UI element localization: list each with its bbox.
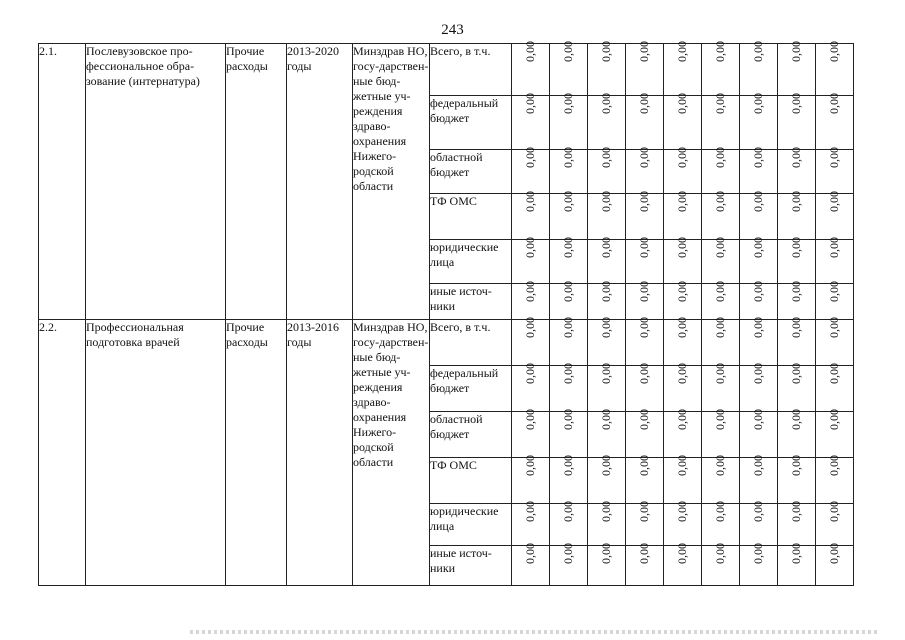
amount-value: 0,00	[751, 543, 765, 564]
amount-value: 0,00	[713, 543, 727, 564]
amount-value: 0,00	[827, 281, 841, 302]
amount-value: 0,00	[789, 501, 803, 522]
amount-cell	[778, 191, 816, 240]
amount-cell	[512, 455, 550, 504]
amount-cell	[740, 317, 778, 366]
amount-cell	[588, 237, 626, 284]
amount-value: 0,00	[561, 409, 575, 430]
amount-value: 0,00	[523, 191, 537, 212]
amount-cell	[740, 237, 778, 284]
amount-value: 0,00	[675, 147, 689, 168]
amount-cell	[588, 455, 626, 504]
amount-cell	[588, 281, 626, 320]
amount-cell	[702, 543, 740, 586]
budget-table-body	[39, 41, 854, 586]
amount-value: 0,00	[713, 41, 727, 62]
amount-value: 0,00	[675, 543, 689, 564]
row-number: 2.1.	[39, 44, 86, 320]
amount-cell	[740, 501, 778, 546]
amount-value: 0,00	[789, 237, 803, 258]
amount-cell	[664, 237, 702, 284]
amount-value: 0,00	[827, 455, 841, 476]
amount-value: 0,00	[713, 409, 727, 430]
amount-cell	[512, 409, 550, 458]
amount-value: 0,00	[789, 363, 803, 384]
amount-value: 0,00	[599, 41, 613, 62]
amount-cell	[588, 363, 626, 412]
amount-value: 0,00	[713, 363, 727, 384]
amount-value: 0,00	[523, 147, 537, 168]
amount-value: 0,00	[675, 317, 689, 338]
amount-value: 0,00	[827, 317, 841, 338]
amount-cell	[626, 237, 664, 284]
amount-cell	[664, 455, 702, 504]
amount-cell	[778, 543, 816, 586]
amount-value: 0,00	[675, 363, 689, 384]
amount-cell	[588, 409, 626, 458]
amount-value: 0,00	[675, 237, 689, 258]
amount-value: 0,00	[523, 363, 537, 384]
amount-value: 0,00	[675, 191, 689, 212]
amount-cell	[588, 191, 626, 240]
amount-value: 0,00	[713, 93, 727, 114]
amount-value: 0,00	[637, 147, 651, 168]
budget-table	[38, 43, 854, 586]
amount-cell	[550, 455, 588, 504]
amount-value: 0,00	[827, 409, 841, 430]
amount-value: 0,00	[637, 543, 651, 564]
amount-cell	[512, 317, 550, 366]
amount-value: 0,00	[713, 455, 727, 476]
amount-cell	[740, 455, 778, 504]
amount-cell	[816, 237, 854, 284]
amount-value: 0,00	[789, 93, 803, 114]
amount-value: 0,00	[637, 93, 651, 114]
amount-cell	[588, 93, 626, 150]
amount-value: 0,00	[713, 501, 727, 522]
amount-value: 0,00	[713, 281, 727, 302]
amount-value: 0,00	[561, 543, 575, 564]
amount-cell	[702, 191, 740, 240]
amount-cell	[512, 501, 550, 546]
amount-cell	[550, 147, 588, 194]
amount-cell	[702, 409, 740, 458]
funding-source: федеральный бюджет	[430, 96, 512, 150]
amount-value: 0,00	[789, 281, 803, 302]
amount-cell	[816, 363, 854, 412]
amount-cell	[702, 317, 740, 366]
amount-cell	[816, 41, 854, 96]
amount-value: 0,00	[599, 191, 613, 212]
amount-value: 0,00	[523, 237, 537, 258]
amount-value: 0,00	[561, 317, 575, 338]
amount-value: 0,00	[599, 147, 613, 168]
amount-value: 0,00	[561, 501, 575, 522]
funding-source: Всего, в т.ч.	[430, 320, 512, 366]
amount-cell	[550, 41, 588, 96]
amount-cell	[778, 147, 816, 194]
page-number: 243	[441, 22, 464, 38]
amount-value: 0,00	[675, 501, 689, 522]
amount-cell	[512, 147, 550, 194]
table-row	[39, 44, 854, 96]
amount-value: 0,00	[599, 455, 613, 476]
amount-cell	[816, 147, 854, 194]
funding-source: иные источ-ники	[430, 546, 512, 586]
amount-cell	[626, 363, 664, 412]
amount-cell	[512, 41, 550, 96]
amount-cell	[664, 147, 702, 194]
amount-value: 0,00	[789, 317, 803, 338]
amount-cell	[702, 93, 740, 150]
amount-cell	[778, 409, 816, 458]
amount-cell	[512, 281, 550, 320]
funding-source: Всего, в т.ч.	[430, 44, 512, 96]
amount-value: 0,00	[523, 501, 537, 522]
amount-cell	[816, 409, 854, 458]
amount-value: 0,00	[751, 363, 765, 384]
amount-cell	[740, 543, 778, 586]
amount-value: 0,00	[637, 41, 651, 62]
amount-cell	[816, 93, 854, 150]
table-row	[39, 320, 854, 366]
amount-cell	[626, 501, 664, 546]
amount-cell	[626, 455, 664, 504]
amount-cell	[816, 455, 854, 504]
amount-cell	[588, 41, 626, 96]
amount-cell	[588, 147, 626, 194]
amount-value: 0,00	[789, 543, 803, 564]
amount-value: 0,00	[523, 281, 537, 302]
amount-cell	[740, 41, 778, 96]
amount-value: 0,00	[523, 41, 537, 62]
funding-source: ТФ ОМС	[430, 194, 512, 240]
expense-type: Прочие расходы	[226, 44, 287, 320]
amount-value: 0,00	[599, 543, 613, 564]
amount-value: 0,00	[751, 41, 765, 62]
amount-cell	[664, 363, 702, 412]
amount-value: 0,00	[599, 409, 613, 430]
amount-value: 0,00	[637, 281, 651, 302]
amount-value: 0,00	[523, 409, 537, 430]
amount-value: 0,00	[827, 191, 841, 212]
amount-value: 0,00	[827, 237, 841, 258]
amount-cell	[588, 317, 626, 366]
amount-value: 0,00	[713, 237, 727, 258]
amount-cell	[588, 501, 626, 546]
amount-cell	[550, 409, 588, 458]
amount-cell	[702, 237, 740, 284]
amount-cell	[702, 147, 740, 194]
amount-cell	[816, 191, 854, 240]
amount-cell	[702, 281, 740, 320]
amount-cell	[664, 543, 702, 586]
amount-value: 0,00	[675, 281, 689, 302]
amount-cell	[664, 41, 702, 96]
amount-value: 0,00	[827, 147, 841, 168]
row-name: Послевузовское про-фессиональное обра-зование (интернатура)	[86, 44, 226, 320]
amount-value: 0,00	[827, 93, 841, 114]
amount-cell	[588, 543, 626, 586]
amount-cell	[740, 363, 778, 412]
amount-value: 0,00	[637, 237, 651, 258]
expense-type: Прочие расходы	[226, 320, 287, 586]
amount-cell	[740, 191, 778, 240]
amount-value: 0,00	[561, 237, 575, 258]
amount-value: 0,00	[827, 363, 841, 384]
amount-cell	[626, 409, 664, 458]
amount-cell	[778, 281, 816, 320]
amount-value: 0,00	[561, 363, 575, 384]
amount-value: 0,00	[713, 147, 727, 168]
amount-cell	[512, 93, 550, 150]
amount-cell	[816, 543, 854, 586]
amount-value: 0,00	[561, 41, 575, 62]
amount-value: 0,00	[599, 93, 613, 114]
amount-cell	[512, 363, 550, 412]
amount-cell	[816, 317, 854, 366]
amount-cell	[778, 455, 816, 504]
amount-cell	[740, 281, 778, 320]
amount-cell	[664, 191, 702, 240]
amount-cell	[664, 409, 702, 458]
amount-value: 0,00	[675, 409, 689, 430]
amount-value: 0,00	[789, 147, 803, 168]
amount-value: 0,00	[637, 191, 651, 212]
amount-value: 0,00	[789, 409, 803, 430]
amount-cell	[626, 41, 664, 96]
amount-value: 0,00	[637, 317, 651, 338]
amount-value: 0,00	[675, 455, 689, 476]
amount-cell	[550, 363, 588, 412]
amount-cell	[626, 93, 664, 150]
amount-cell	[626, 281, 664, 320]
amount-cell	[626, 147, 664, 194]
amount-cell	[664, 281, 702, 320]
amount-value: 0,00	[599, 237, 613, 258]
amount-value: 0,00	[713, 191, 727, 212]
amount-value: 0,00	[599, 317, 613, 338]
amount-value: 0,00	[523, 455, 537, 476]
amount-cell	[512, 191, 550, 240]
amount-cell	[550, 281, 588, 320]
amount-value: 0,00	[637, 501, 651, 522]
amount-cell	[778, 501, 816, 546]
amount-cell	[702, 455, 740, 504]
amount-value: 0,00	[751, 455, 765, 476]
period: 2013-2020 годы	[287, 44, 353, 320]
amount-value: 0,00	[751, 147, 765, 168]
amount-cell	[740, 409, 778, 458]
funding-source: иные источ-ники	[430, 284, 512, 320]
executor: Минздрав НО, госу-дарствен-ные бюд-жетные уч-реждения здраво-охранения Нижего-родской области	[353, 44, 430, 320]
amount-cell	[550, 543, 588, 586]
amount-value: 0,00	[637, 363, 651, 384]
funding-source: юридические лица	[430, 240, 512, 284]
funding-source: ТФ ОМС	[430, 458, 512, 504]
amount-value: 0,00	[561, 147, 575, 168]
amount-cell	[550, 191, 588, 240]
amount-value: 0,00	[599, 363, 613, 384]
amount-value: 0,00	[637, 409, 651, 430]
amount-value: 0,00	[523, 317, 537, 338]
funding-source: федеральный бюджет	[430, 366, 512, 412]
amount-value: 0,00	[789, 191, 803, 212]
amount-cell	[626, 191, 664, 240]
amount-value: 0,00	[751, 237, 765, 258]
amount-cell	[778, 93, 816, 150]
amount-value: 0,00	[751, 191, 765, 212]
amount-value: 0,00	[523, 93, 537, 114]
amount-value: 0,00	[561, 93, 575, 114]
amount-cell	[740, 93, 778, 150]
amount-value: 0,00	[789, 41, 803, 62]
amount-cell	[740, 147, 778, 194]
amount-value: 0,00	[827, 543, 841, 564]
amount-value: 0,00	[561, 191, 575, 212]
amount-cell	[626, 317, 664, 366]
amount-value: 0,00	[675, 93, 689, 114]
funding-source: областной бюджет	[430, 150, 512, 194]
amount-value: 0,00	[789, 455, 803, 476]
amount-value: 0,00	[561, 455, 575, 476]
amount-value: 0,00	[751, 409, 765, 430]
amount-value: 0,00	[523, 543, 537, 564]
amount-cell	[778, 41, 816, 96]
amount-value: 0,00	[637, 455, 651, 476]
amount-cell	[550, 317, 588, 366]
amount-value: 0,00	[713, 317, 727, 338]
amount-cell	[550, 93, 588, 150]
funding-source: областной бюджет	[430, 412, 512, 458]
amount-value: 0,00	[561, 281, 575, 302]
amount-cell	[550, 237, 588, 284]
amount-cell	[778, 317, 816, 366]
amount-value: 0,00	[599, 501, 613, 522]
amount-cell	[778, 363, 816, 412]
row-number: 2.2.	[39, 320, 86, 586]
amount-cell	[816, 281, 854, 320]
amount-cell	[702, 363, 740, 412]
scan-artifact	[190, 630, 880, 634]
amount-value: 0,00	[751, 317, 765, 338]
amount-cell	[702, 41, 740, 96]
amount-value: 0,00	[827, 501, 841, 522]
amount-cell	[664, 317, 702, 366]
amount-cell	[512, 237, 550, 284]
amount-cell	[550, 501, 588, 546]
amount-value: 0,00	[827, 41, 841, 62]
amount-cell	[664, 93, 702, 150]
amount-value: 0,00	[599, 281, 613, 302]
amount-value: 0,00	[751, 501, 765, 522]
amount-value: 0,00	[675, 41, 689, 62]
row-name: Профессиональная подготовка врачей	[86, 320, 226, 586]
amount-cell	[816, 501, 854, 546]
funding-source: юридические лица	[430, 504, 512, 546]
amount-value: 0,00	[751, 281, 765, 302]
amount-cell	[626, 543, 664, 586]
amount-cell	[702, 501, 740, 546]
amount-cell	[778, 237, 816, 284]
amount-cell	[664, 501, 702, 546]
period: 2013-2016 годы	[287, 320, 353, 586]
executor: Минздрав НО, госу-дарствен-ные бюд-жетные уч-реждения здраво-охранения Нижего-родской области	[353, 320, 430, 586]
amount-value: 0,00	[751, 93, 765, 114]
amount-cell	[512, 543, 550, 586]
